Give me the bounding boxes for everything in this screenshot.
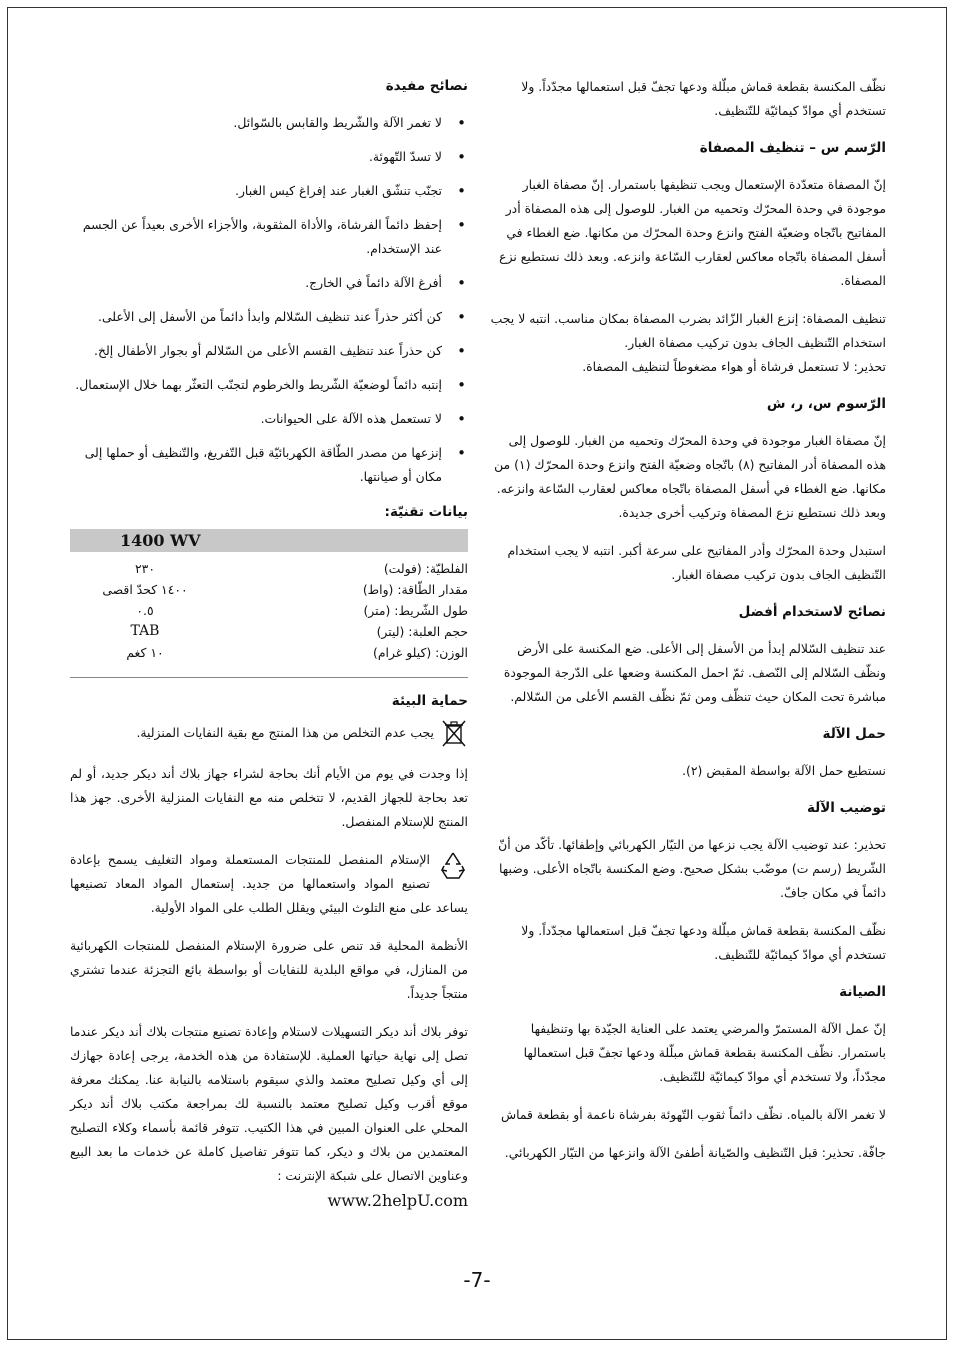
- figures-paragraph-2: استبدل وحدة المحرّك وأدر المفاتيح على سرعة أكبر. انتبه لا يجب استخدام التّنظيف الجاف بدون تركيب مصفاة الغبار.: [507, 543, 886, 582]
- storage-heading: توضيب الآلة: [806, 800, 886, 816]
- spec-row: [70, 579, 468, 600]
- specs-heading: بيانات تقنيّة:: [384, 504, 468, 520]
- spec-label: طول الشّريط: (متر): [363, 603, 468, 618]
- filter-warning: تحذير: لا تستعمل فرشاة أو هواء مضغوطاً لتنظيف المصفاة.: [582, 359, 886, 374]
- figures-paragraph-1: إنّ مصفاة الغبار موجودة في وحدة المحرّك وتحميه من الغبار. للوصول إلى هذه المصفاة أدر المفاتيح (٨) باتّجاه وضعيّة الفتح وانزع وحدة المحرّك (١) من مكانها. ضع الغطاء في أسفل المصفاة باتّجاه معاكس لعقارب السّاعة وانزعه. وبعد ذلك نستطيع نزع المصفاة وتركيب أخرى جديدة.: [494, 433, 886, 520]
- environment-heading: حماية البيئة: [391, 693, 468, 709]
- environment-paragraph-4: الأنظمة المحلية قد تنص على ضرورة الإستلام المنفصل للمنتجات الكهربائية من المنازل، في مواقع البلدية للنفايات أو بواسطة بائع التجزئة عندما تشتري منتجاً جديداً.: [70, 938, 468, 1001]
- spec-label: الفلطيّة: (فولت): [383, 561, 468, 576]
- tip-item: • إنزعها من مصدر الطّاقة الكهربائيّة قبل التّفريغ، والتّنظيف أو حملها إلى مكان أو صيانتها.: [70, 441, 468, 489]
- tips-list: [70, 111, 468, 489]
- environment-paragraph-2: إذا وجدت في يوم من الأيام أنك بحاجة لشراء جهاز بلاك أند ديكر جديد، أو لم تعد بحاجة للجهاز القديم، لا تتخلص منه مع النفايات المنزلية الأخرى. جهز هذا المنتج للإستلام المنفصل.: [70, 766, 468, 829]
- left-column: [70, 75, 468, 1226]
- recycle-icon: [438, 850, 468, 882]
- tip-item: • أفرغ الآلة دائماً في الخارج.: [70, 271, 468, 295]
- environment-paragraph-3: [70, 848, 468, 920]
- best-use-heading: نصائح لاستخدام أفضل: [738, 604, 886, 620]
- best-use-paragraph: عند تنظيف السّلالم إبدأ من الأسفل إلى الأعلى. ضع المكنسة على الأرض ونظّف السّلالم إلى النّصف. ثمّ احمل المكنسة وضعها على الدّرجة الموجودة مباشرة تحت المكان حيث تنظّف ومن ثمّ نظّف القسم الأعلى من السّلالم.: [503, 641, 886, 704]
- spec-row: [70, 558, 468, 579]
- tip-item: • تجنّب تنشّق الغبار عند إفراغ كيس الغبار.: [70, 179, 468, 203]
- disposal-text: يجب عدم التخلص من هذا المنتج مع بقية النفايات المنزلية.: [136, 725, 434, 740]
- intro-paragraph: نظّف المكنسة بقطعة قماش مبلّلة ودعها تجفّ قبل استعمالها مجدّداً. ولا تستخدم أي موادّ كيمائيّة للتّنظيف.: [521, 79, 886, 118]
- spec-value: ٠.٥: [136, 603, 154, 618]
- figures-heading: الرّسوم س، ر، ش: [766, 396, 886, 412]
- filter-cleaning-heading: الرّسم س – تنظيف المصفاة: [699, 140, 886, 156]
- specs-table: [70, 558, 468, 663]
- support-url-link[interactable]: www.2helpU.com: [327, 1191, 468, 1210]
- spec-value: ١٠ كغم: [126, 645, 164, 660]
- model-bar: 1400 WV: [70, 529, 468, 552]
- disposal-line: [70, 718, 468, 748]
- tip-item: • كن أكثر حذراً عند تنظيف السّلالم وابدأ دائماً من الأسفل إلى الأعلى.: [70, 305, 468, 329]
- storage-paragraph: تحذير: عند توضيب الآلة يجب نزعها من التيّار الكهربائي وإطفائها. تأكّد من أنّ الشّريط (رسم ت) موضّب بشكل صحيح. وضع المكنسة باتّجاه الأعلى. وضبها دائماً في مكان جافّ.: [498, 837, 886, 900]
- spec-value: TAB: [130, 623, 160, 639]
- tip-item: • إحفظ دائماً الفرشاة، والأداة المثقوبة، والأجزاء الأخرى بعيداً عن الجسم عند الإستخدام.: [70, 213, 468, 261]
- divider: [70, 677, 468, 678]
- tip-item: • لا تغمر الآلة والشّريط والقابس بالسّوائل.: [70, 111, 468, 135]
- right-column: [488, 75, 886, 1179]
- environment-paragraph-5: توفر بلاك أند ديكر التسهيلات لاستلام وإعادة تصنيع منتجات بلاك أند ديكر عندما تصل إلى نهاية حياتها العملية. للإستفادة من هذه الخدمة، يرجى إعادة جهازك إلى أي وكيل تصليح معتمد والذي سيقوم باستلامه بالنيابة عنا. يمكنك معرفة موقع أقرب وكيل تصليح معتمد بالنسبة لك بمراجعة مكتب بلاك أند ديكر المحلي على العنوان المبين في هذا الكتيب. تتوفر قائمة بأسماء وكلاء التصليح المعتمدين من بلاك و ديكر، كما تتوفر تفاصيل كاملة عن خدمات ما بعد البيع وعناوين الاتصال على شبكة الإنترنت :: [70, 1024, 468, 1183]
- spec-label: مقدار الطّاقة: (واط): [362, 582, 468, 597]
- tip-item: • إنتبه دائماً لوضعيّة الشّريط والخرطوم لتجنّب التعثّر بهما خلال الإستعمال.: [70, 373, 468, 397]
- tip-item: • لا تستعمل هذه الآلة على الحيوانات.: [70, 407, 468, 431]
- maintenance-paragraph-2: لا تغمر الآلة بالمياه. نظّف دائماً ثقوب التّهوئة بفرشاة ناعمة أو بقطعة قماش: [500, 1107, 886, 1122]
- filter-paragraph-1: إنّ المصفاة متعدّدة الإستعمال ويجب تنظيفها باستمرار. إنّ مصفاة الغبار موجودة في وحدة المحرّك وتحميه من الغبار. للوصول إلى هذه المصفاة أدر المفاتيح باتّجاه وضعيّة الفتح وانزع وحدة المحرّك من مكانها. ضع الغطاء في أسفل المصفاة باتّجاه معاكس لعقارب السّاعة وانزعه. وبعد ذلك نستطيع نزع المصفاة.: [499, 177, 886, 288]
- crossed-bin-icon: [440, 718, 468, 748]
- spec-label: الوزن: (كيلو غرام): [373, 645, 468, 660]
- spec-value: ١٤٠٠ كحدّ اقصى: [102, 582, 188, 597]
- carry-paragraph: نستطيع حمل الآلة بواسطة المقبض (٢).: [682, 763, 886, 778]
- tip-item: • لا تسدّ التّهوئة.: [70, 145, 468, 169]
- storage-paragraph-2: نظّف المكنسة بقطعة قماش مبلّلة ودعها تجفّ قبل استعمالها مجدّداً. ولا تستخدم أي موادّ كيمائيّة للتّنظيف.: [521, 923, 886, 962]
- carry-heading: حمل الآلة: [822, 726, 886, 742]
- maintenance-paragraph-3: جافّة. تحذير: قبل التّنظيف والصّيانة أطفئ الآلة وانزعها من التيّار الكهربائي.: [504, 1145, 886, 1160]
- spec-row: [70, 642, 468, 663]
- spec-row: [70, 621, 468, 642]
- filter-paragraph-2: تنظيف المصفاة: إنزع الغبار الزّائد بضرب المصفاة بمكان مناسب. انتبه لا يجب استخدام التّنظيف الجاف بدون تركيب مصفاة الغبار.: [490, 311, 886, 350]
- page-number: -7-: [463, 1268, 491, 1292]
- recycling-text: الإستلام المنفصل للمنتجات المستعملة ومواد التغليف يسمح بإعادة تصنيع المواد واستعمالها من جديد. إستعمال المواد المعاد تصنيعها يساعد على منع التلوث البيئي ويقلل الطلب على المواد الأولية.: [70, 852, 468, 915]
- maintenance-paragraph-1: إنّ عمل الآلة المستمرّ والمرضي يعتمد على العناية الجيّدة بها وتنظيفها باستمرار. نظّف المكنسة بقطعة قماش مبلّلة ودعها تجفّ قبل استعمالها مجدّداً، ولا تستخدم أي موادّ كيمائيّة للتّنظيف.: [523, 1021, 886, 1084]
- tip-item: • كن حذراً عند تنظيف القسم الأعلى من السّلالم أو بجوار الأطفال إلخ.: [70, 339, 468, 363]
- spec-row: [70, 600, 468, 621]
- spec-label: حجم العلبة: (ليتر): [376, 624, 468, 639]
- tips-heading: نصائح مفيدة: [385, 78, 468, 94]
- maintenance-heading: الصيانة: [839, 984, 886, 1000]
- spec-value: ٢٣٠: [135, 561, 155, 576]
